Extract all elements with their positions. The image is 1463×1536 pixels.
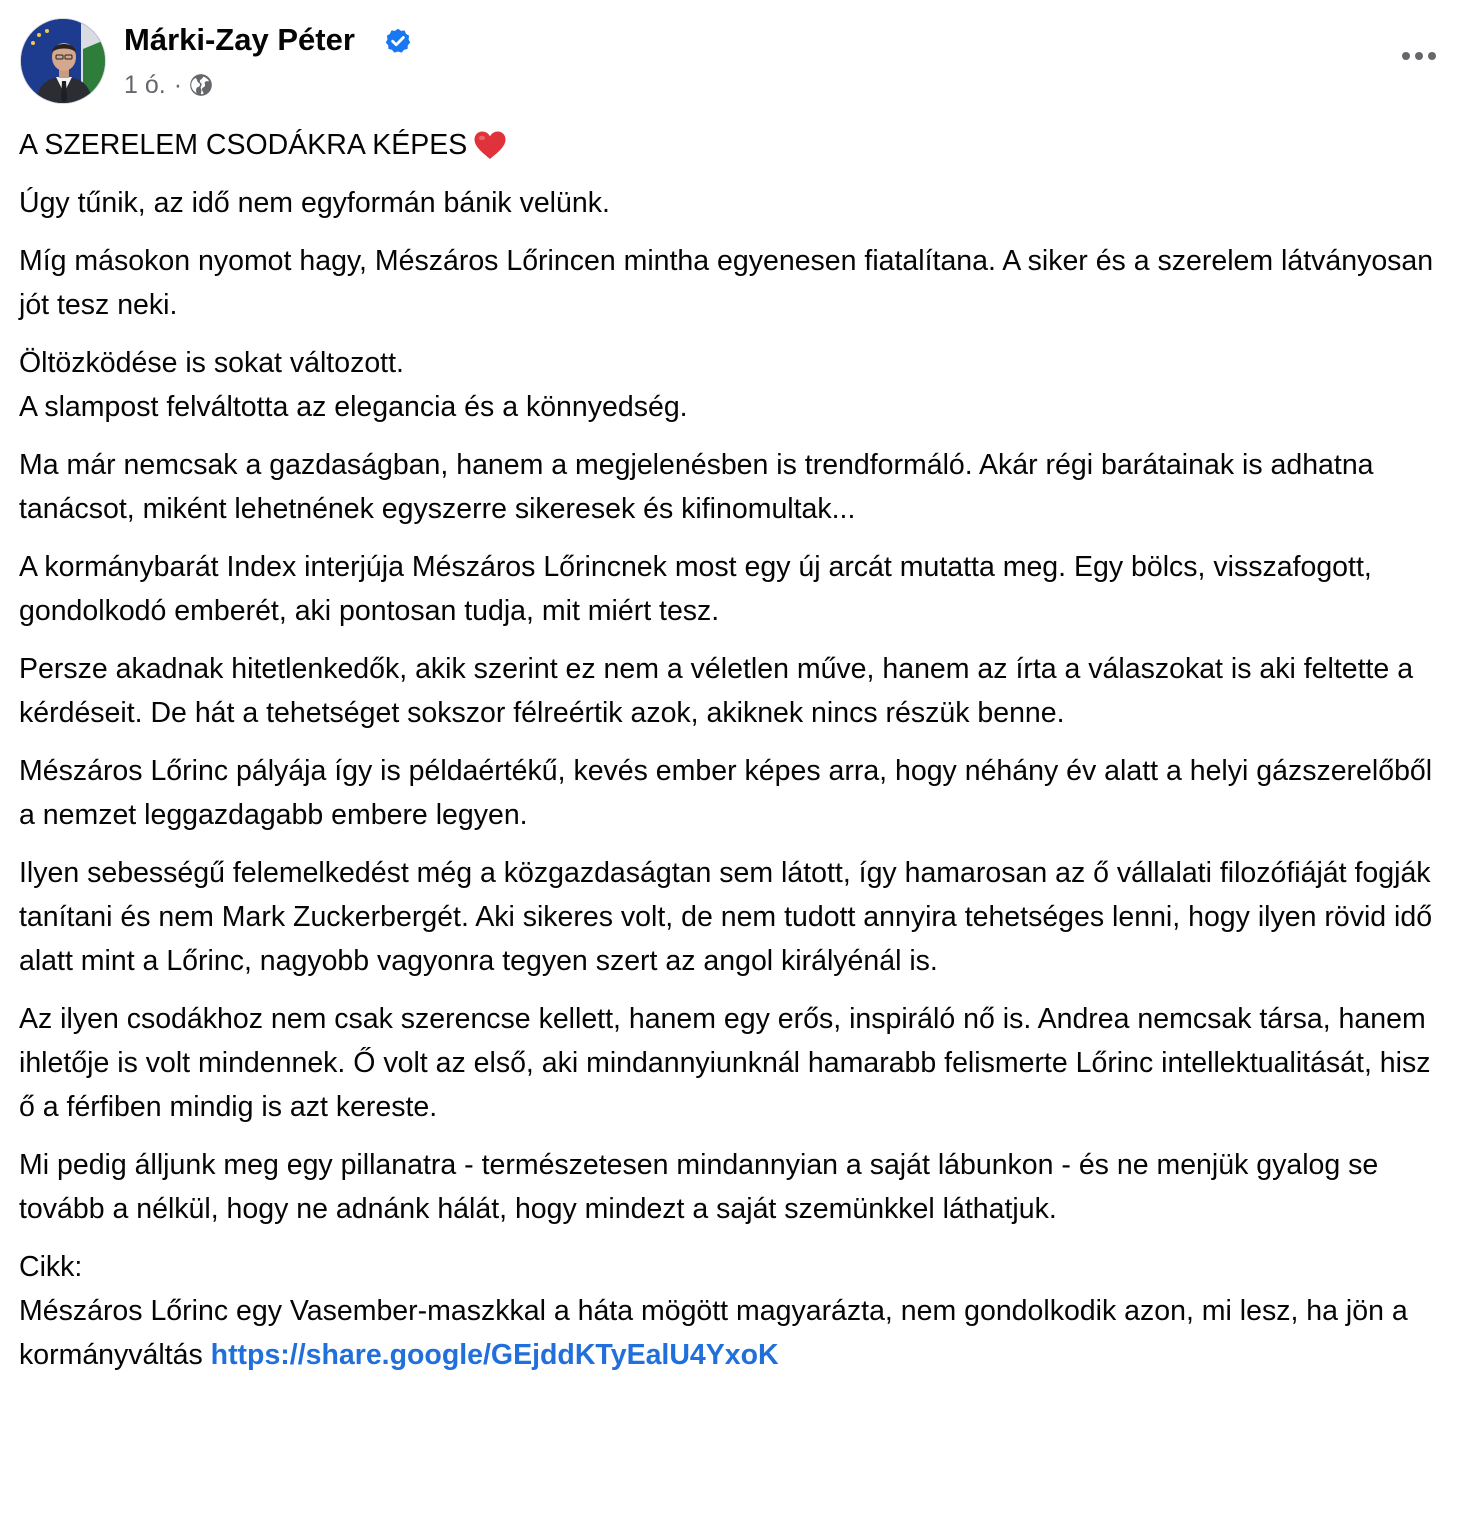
profile-photo-icon bbox=[21, 19, 106, 104]
post-title: A SZERELEM CSODÁKRA KÉPES bbox=[19, 129, 468, 161]
post-paragraph: Míg másokon nyomot hagy, Mészáros Lőrincen mintha egyenesen fiatalítana. A siker és a szerelem látványosan jót tesz neki. bbox=[19, 245, 1434, 321]
post-meta bbox=[124, 68, 214, 102]
post-paragraph: Az ilyen csodákhoz nem csak szerencse kellett, hanem egy erős, inspiráló nő is. Andrea nemcsak társa, hanem ihletője is volt mindennek. Ő volt az első, aki mindannyiunknál hamarabb felismerte Lőrinc intellektualitását, hisz ő a férfiben mindig is azt kereste. bbox=[19, 1003, 1431, 1123]
post-paragraph: Ilyen sebességű felemelkedést még a közgazdaságtan sem látott, így hamarosan az ő vállalati filozófiáját fogják tanítani és nem Mark Zuckerbergét. Aki sikeres volt, de nem tudott annyira tehetséges lenni, hogy ilyen rövid idő alatt mint a Lőrinc, nagyobb vagyonra tegyen szert az angol királyénál is. bbox=[19, 857, 1433, 977]
more-dot-icon bbox=[1402, 52, 1410, 60]
meta-separator: · bbox=[173, 70, 183, 99]
article-label: Cikk: bbox=[19, 1251, 83, 1283]
post-header bbox=[20, 18, 1443, 108]
post-paragraph-clothing bbox=[19, 341, 1449, 429]
post-line: Öltözködése is sokat változott. bbox=[19, 347, 404, 379]
post-paragraph: Úgy tűnik, az idő nem egyformán bánik velünk. bbox=[19, 187, 610, 219]
post-paragraph: Mi pedig álljunk meg egy pillanatra - természetesen mindannyian a saját lábunkon - és ne menjük gyalog se tovább a nélkül, hogy ne adnánk hálát, hogy mindezt a saját szemünkkel láthatjuk. bbox=[19, 1149, 1379, 1225]
post-paragraph: Ma már nemcsak a gazdaságban, hanem a megjelenésben is trendformáló. Akár régi barátainak is adhatna tanácsot, miként lehetnének egyszerre sikeresek és kifinomultak... bbox=[19, 449, 1374, 525]
red-heart-icon bbox=[473, 130, 507, 160]
more-dot-icon bbox=[1415, 52, 1423, 60]
post-paragraph: Mészáros Lőrinc pályája így is példaértékű, kevés ember képes arra, hogy néhány év alatt a helyi gázszerelőből a nemzet leggazdagabb embere legyen. bbox=[19, 755, 1433, 831]
post-title-paragraph bbox=[19, 123, 1449, 167]
post-paragraph: A kormánybarát Index interjúja Mészáros Lőrincnek most egy új arcát mutatta meg. Egy bölcs, visszafogott, gondolkodó emberét, aki pontosan tudja, mit miért tesz. bbox=[19, 551, 1372, 627]
globe-icon[interactable] bbox=[188, 72, 214, 98]
article-title: Mészáros Lőrinc egy Vasember-maszkkal a háta mögött magyarázta, nem gondolkodik azon, mi lesz, ha jön a kormányváltás bbox=[19, 1295, 1408, 1371]
post-paragraph: Persze akadnak hitetlenkedők, akik szerint ez nem a véletlen műve, hanem az írta a válaszokat is aki feltette a kérdéseit. De hát a tehetséget sokszor félreértik azok, akiknek nincs részük benne. bbox=[19, 653, 1414, 729]
more-options-button[interactable] bbox=[1395, 36, 1443, 76]
verified-badge-icon bbox=[384, 27, 412, 55]
post-text bbox=[19, 123, 1449, 1391]
author-name[interactable]: Márki-Zay Péter bbox=[124, 22, 355, 57]
post-timestamp[interactable]: 1 ó. bbox=[124, 70, 166, 99]
article-paragraph bbox=[19, 1245, 1449, 1377]
more-dot-icon bbox=[1428, 52, 1436, 60]
post-line: A slampost felváltotta az elegancia és a könnyedség. bbox=[19, 391, 688, 423]
author-avatar[interactable] bbox=[20, 18, 106, 104]
article-link[interactable]: https://share.google/GEjddKTyEalU4YxoK bbox=[210, 1339, 779, 1371]
